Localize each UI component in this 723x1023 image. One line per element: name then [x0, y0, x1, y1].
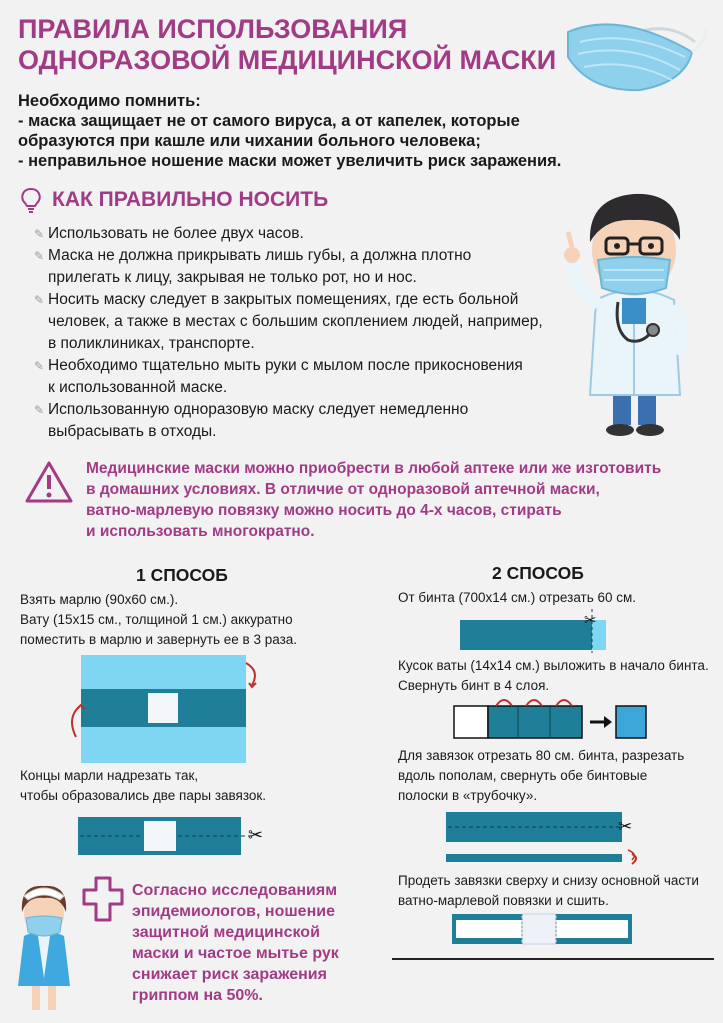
step-line: поместить в марлю и завернуть ее в 3 раза. [20, 632, 298, 647]
svg-text:✂: ✂ [618, 817, 633, 837]
rule-text: Использовать не более двух часов. [48, 225, 304, 242]
rule-text: к использованной маске. [48, 379, 228, 396]
method-1-step-2 [20, 766, 340, 806]
warning-line: Медицинские маски можно приобрести в любой аптеке или же изготовить [86, 460, 662, 477]
gauze-fold-diagram [66, 653, 266, 765]
list-item [34, 399, 574, 443]
method-2-step-4 [398, 871, 718, 911]
divider [392, 958, 714, 960]
bandage-cut-diagram [458, 607, 630, 653]
step-line: Свернуть бинт в 4 слоя. [398, 678, 550, 693]
warning-line: в домашних условиях. В отличие от одноразовой аптечной маски, [86, 481, 600, 498]
research-text [132, 880, 382, 1006]
step-line: Вату (15х15 см., толщиной 1 см.) аккуратно [20, 612, 293, 627]
method-1-step-1 [20, 590, 360, 650]
list-item [34, 245, 574, 289]
step-line: От бинта (700х14 см.) отрезать 60 см. [398, 590, 637, 605]
bandage-roll-diagram [452, 692, 652, 742]
rules-list [34, 223, 574, 443]
warning-icon [24, 460, 74, 504]
medical-cross-icon [82, 876, 124, 922]
step-line: чтобы образовались две пары завязок. [20, 788, 267, 803]
remember-line: - маска защищает не от самого вируса, а от капелек, которые [18, 112, 520, 130]
rule-text: Носить маску следует в закрытых помещениях, где есть больной [48, 291, 519, 308]
finished-mask-diagram [450, 910, 634, 948]
title-line-2: ОДНОРАЗОВОЙ МЕДИЦИНСКОЙ МАСКИ [18, 45, 557, 75]
ties-diagram [444, 810, 649, 870]
remember-line: Необходимо помнить: [18, 92, 201, 110]
face-mask-icon [560, 12, 710, 92]
rule-text: прилегать к лицу, закрывая не только рот, но и нос. [48, 269, 417, 286]
step-line: вдоль пополам, свернуть обе бинтовые [398, 768, 648, 783]
step-line: Для завязок отрезать 80 см. бинта, разрезать [398, 748, 685, 763]
method-2-step-1 [398, 588, 718, 608]
remember-block [18, 91, 678, 171]
pen-bullet-icon: ✎ [34, 293, 45, 307]
research-line: эпидемиологов, ношение [132, 903, 335, 920]
pen-bullet-icon: ✎ [34, 403, 45, 417]
rule-text: в поликлиниках, транспорте. [48, 335, 255, 352]
warning-text [86, 458, 716, 542]
pen-bullet-icon: ✎ [34, 249, 45, 263]
nurse-illustration [10, 878, 80, 1018]
svg-text:✂: ✂ [584, 611, 597, 629]
rule-text: Маска не должна прикрывать лишь губы, а должна плотно [48, 247, 472, 264]
research-line: Согласно исследованиям [132, 882, 338, 899]
step-line: Концы марли надрезать так, [20, 768, 199, 783]
method-2-step-2 [398, 656, 718, 696]
method-2-step-3 [398, 746, 718, 806]
doctor-illustration [558, 180, 713, 440]
step-line: полоски в «трубочку». [398, 788, 538, 803]
pen-bullet-icon: ✎ [34, 227, 45, 241]
research-line: защитной медицинской [132, 924, 320, 941]
warning-line: ватно-марлевую повязку можно носить до 4-х часов, стирать [86, 502, 562, 519]
step-line: ватно-марлевой повязки и сшить. [398, 893, 609, 908]
rule-text: выбрасывать в отходы. [48, 423, 217, 440]
page-title [18, 14, 578, 76]
pen-bullet-icon: ✎ [34, 359, 45, 373]
list-item [34, 223, 574, 245]
title-line-1: ПРАВИЛА ИСПОЛЬЗОВАНИЯ [18, 14, 408, 44]
research-line: снижает риск заражения [132, 966, 327, 983]
research-line: гриппом на 50%. [132, 987, 263, 1004]
remember-line: образуются при кашле или чихании больного человека; [18, 132, 481, 150]
method-2-title: 2 СПОСОБ [492, 563, 584, 583]
step-line: Продеть завязки сверху и снизу основной части [398, 873, 699, 888]
svg-text:✂: ✂ [248, 825, 264, 846]
list-item [34, 355, 574, 399]
how-to-wear-title: КАК ПРАВИЛЬНО НОСИТЬ [52, 188, 329, 211]
rule-text: человек, а также в местах с большим скоплением людей, например, [48, 313, 543, 330]
gauze-cut-diagram [76, 813, 276, 859]
rule-text: Использованную одноразовую маску следует немедленно [48, 401, 469, 418]
remember-line: - неправильное ношение маски может увеличить риск заражения. [18, 152, 562, 170]
research-line: маски и частое мытье рук [132, 945, 339, 962]
step-line: Взять марлю (90х60 см.). [20, 592, 179, 607]
warning-line: и использовать многократно. [86, 523, 315, 540]
step-line: Кусок ваты (14х14 см.) выложить в начало бинта. [398, 658, 709, 673]
rule-text: Необходимо тщательно мыть руки с мылом после прикосновения [48, 357, 523, 374]
method-1-title: 1 СПОСОБ [136, 565, 228, 585]
list-item [34, 289, 574, 355]
lightbulb-icon [20, 187, 42, 213]
